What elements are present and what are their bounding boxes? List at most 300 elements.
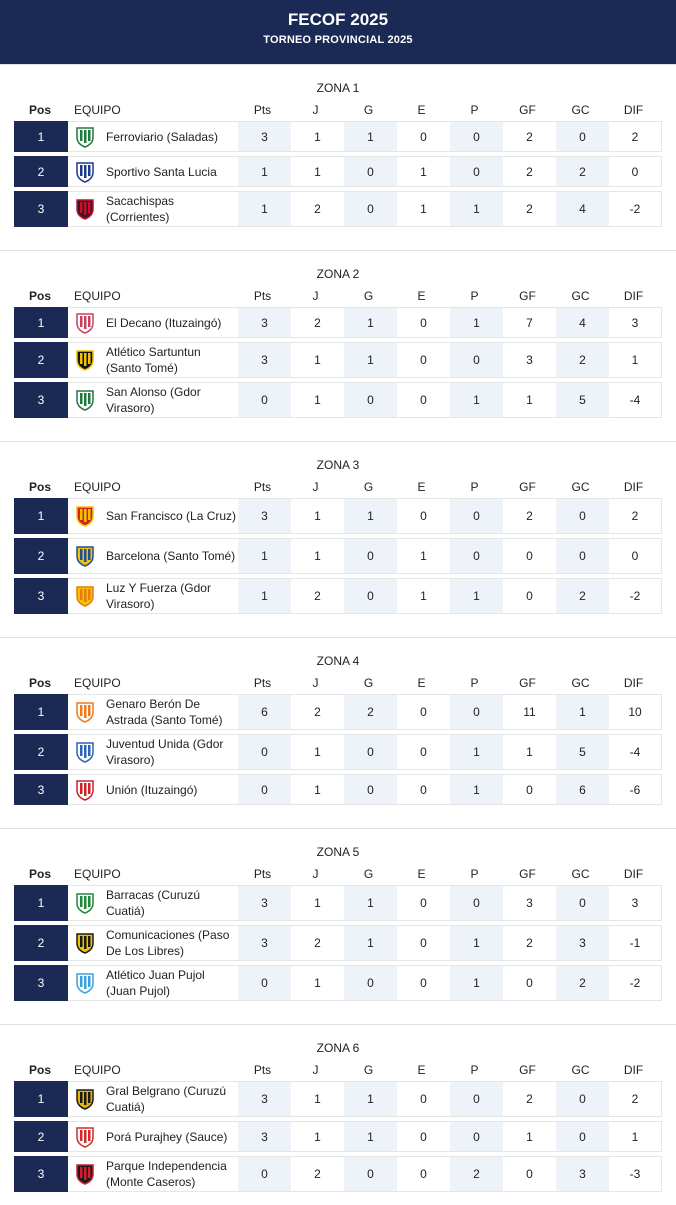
stat-gf: 1: [503, 734, 556, 770]
stat-pts: 0: [238, 774, 291, 805]
zone-section: [0, 1024, 676, 1205]
header-g: G: [363, 480, 374, 494]
header-team: EQUIPO: [74, 103, 121, 117]
orange-crest-icon: [74, 701, 96, 723]
stat-g: 1: [344, 498, 397, 534]
team-name: Luz Y Fuerza (Gdor Virasoro): [106, 581, 211, 611]
position-badge: 1: [14, 121, 68, 152]
header-gc: GC: [571, 1063, 590, 1077]
stat-gf: 2: [503, 498, 556, 534]
header-dif: DIF: [623, 103, 644, 117]
stat-pts: 0: [238, 965, 291, 1001]
stat-pts: 0: [238, 734, 291, 770]
stat-g: 1: [344, 121, 397, 152]
stat-pts: 3: [238, 121, 291, 152]
table-row[interactable]: [14, 342, 662, 378]
black-yellow-crest-icon: [74, 1088, 96, 1110]
table-row[interactable]: [14, 774, 662, 805]
stat-j: 1: [291, 885, 344, 921]
stat-gc: 5: [556, 734, 609, 770]
lightblue-white-striped-crest-icon: [74, 972, 96, 994]
stat-dif: 1: [609, 342, 662, 378]
table-row[interactable]: [14, 885, 662, 921]
blue-white-striped-crest-icon: [74, 161, 96, 183]
stat-dif: 2: [609, 121, 662, 152]
team-cell: [68, 965, 238, 1001]
stat-e: 0: [397, 885, 450, 921]
stat-dif: 2: [609, 498, 662, 534]
header-pts: Pts: [253, 676, 272, 690]
stat-gf: 1: [503, 1121, 556, 1152]
stat-j: 2: [291, 578, 344, 614]
stat-j: 1: [291, 538, 344, 574]
stat-gc: 3: [556, 1156, 609, 1192]
header-gf: GF: [519, 867, 536, 881]
stat-p: 2: [450, 1156, 503, 1192]
header-e: E: [417, 1063, 426, 1077]
stat-gc: 4: [556, 307, 609, 338]
zone-title: ZONA 6: [316, 1041, 360, 1055]
position-badge: 3: [14, 191, 68, 227]
stat-g: 0: [344, 578, 397, 614]
blue-yellow-crest-icon: [74, 545, 96, 567]
stat-pts: 6: [238, 694, 291, 730]
header-gf: GF: [519, 1063, 536, 1077]
table-header-row: [0, 99, 676, 121]
header-pos: Pos: [28, 1063, 51, 1077]
stat-gf: 7: [503, 307, 556, 338]
header-gf: GF: [519, 103, 536, 117]
team-name: Atlético Juan Pujol (Juan Pujol): [106, 968, 205, 998]
stat-gc: 5: [556, 382, 609, 418]
stat-e: 0: [397, 774, 450, 805]
table-header-row: [0, 476, 676, 498]
table-row[interactable]: [14, 925, 662, 961]
header-pos: Pos: [28, 289, 51, 303]
stat-g: 2: [344, 694, 397, 730]
header-team: EQUIPO: [74, 676, 121, 690]
stat-gc: 2: [556, 342, 609, 378]
zone-section: [0, 637, 676, 828]
stat-g: 0: [344, 774, 397, 805]
stat-j: 1: [291, 1121, 344, 1152]
position-badge: 2: [14, 538, 68, 574]
header-team: EQUIPO: [74, 1063, 121, 1077]
header-g: G: [363, 676, 374, 690]
header-j: J: [312, 480, 319, 494]
header-e: E: [417, 676, 426, 690]
stat-gc: 2: [556, 965, 609, 1001]
stat-gf: 2: [503, 191, 556, 227]
stat-gf: 2: [503, 156, 556, 187]
stat-p: 0: [450, 342, 503, 378]
stat-gc: 0: [556, 498, 609, 534]
header-gc: GC: [571, 289, 590, 303]
stat-g: 0: [344, 156, 397, 187]
team-name: Sacachispas (Corrientes): [106, 194, 175, 224]
stat-pts: 3: [238, 925, 291, 961]
stat-g: 0: [344, 538, 397, 574]
stat-e: 0: [397, 925, 450, 961]
header-team: EQUIPO: [74, 289, 121, 303]
stat-gf: 0: [503, 538, 556, 574]
stat-dif: 2: [609, 1081, 662, 1117]
stat-gc: 0: [556, 1121, 609, 1152]
header-j: J: [312, 289, 319, 303]
position-badge: 2: [14, 342, 68, 378]
header-gf: GF: [519, 480, 536, 494]
stat-dif: -4: [609, 734, 662, 770]
stat-pts: 3: [238, 307, 291, 338]
table-row[interactable]: [14, 156, 662, 187]
stat-p: 0: [450, 694, 503, 730]
stat-e: 1: [397, 538, 450, 574]
header-j: J: [312, 1063, 319, 1077]
header-gf: GF: [519, 289, 536, 303]
table-row[interactable]: [14, 1081, 662, 1117]
stat-p: 1: [450, 382, 503, 418]
stat-g: 1: [344, 1121, 397, 1152]
stat-g: 0: [344, 382, 397, 418]
stat-gf: 3: [503, 885, 556, 921]
stat-gc: 2: [556, 578, 609, 614]
header-p: P: [470, 103, 479, 117]
team-cell: [68, 191, 238, 227]
stat-pts: 1: [238, 578, 291, 614]
table-row[interactable]: [14, 191, 662, 227]
zone-section: [0, 441, 676, 637]
stat-p: 0: [450, 156, 503, 187]
position-badge: 2: [14, 1121, 68, 1152]
stat-e: 0: [397, 734, 450, 770]
stat-j: 1: [291, 156, 344, 187]
team-name: Genaro Berón De Astrada (Santo Tomé): [106, 697, 223, 727]
header-pos: Pos: [28, 103, 51, 117]
header-dif: DIF: [623, 867, 644, 881]
team-name: Comunicaciones (Paso De Los Libres): [106, 928, 230, 958]
stat-e: 0: [397, 342, 450, 378]
yellow-black-striped-crest-icon: [74, 349, 96, 371]
stat-gc: 6: [556, 774, 609, 805]
stat-dif: -2: [609, 965, 662, 1001]
header-pts: Pts: [253, 867, 272, 881]
table-row[interactable]: [14, 382, 662, 418]
team-cell: [68, 498, 238, 534]
stat-gf: 0: [503, 965, 556, 1001]
yellow-black-round-crest-icon: [74, 932, 96, 954]
table-row[interactable]: [14, 578, 662, 614]
stat-gc: 1: [556, 694, 609, 730]
page-header: [0, 0, 676, 64]
stat-j: 2: [291, 191, 344, 227]
header-pos: Pos: [28, 676, 51, 690]
stat-gf: 11: [503, 694, 556, 730]
zone-section: [0, 250, 676, 441]
header-pos: Pos: [28, 867, 51, 881]
stat-pts: 0: [238, 382, 291, 418]
page-subtitle: TORNEO PROVINCIAL 2025: [263, 34, 413, 46]
position-badge: 1: [14, 307, 68, 338]
zone-title: ZONA 1: [316, 81, 360, 95]
stat-p: 0: [450, 1081, 503, 1117]
position-badge: 1: [14, 498, 68, 534]
table-row[interactable]: [14, 1156, 662, 1192]
header-pts: Pts: [253, 480, 272, 494]
stat-dif: 1: [609, 1121, 662, 1152]
table-row[interactable]: [14, 965, 662, 1001]
team-name: Atlético Sartuntun (Santo Tomé): [106, 345, 201, 375]
header-p: P: [470, 1063, 479, 1077]
stat-pts: 0: [238, 1156, 291, 1192]
stat-j: 1: [291, 965, 344, 1001]
header-gc: GC: [571, 103, 590, 117]
table-row[interactable]: [14, 1121, 662, 1152]
red-black-crest-icon: [74, 198, 96, 220]
position-badge: 3: [14, 382, 68, 418]
team-name: Parque Independencia (Monte Caseros): [106, 1159, 227, 1189]
team-cell: [68, 925, 238, 961]
red-white-round-crest-icon: [74, 312, 96, 334]
stat-gc: 2: [556, 156, 609, 187]
stat-dif: 10: [609, 694, 662, 730]
table-header-row: [0, 1059, 676, 1081]
table-row[interactable]: [14, 498, 662, 534]
stat-p: 1: [450, 925, 503, 961]
stat-e: 0: [397, 1156, 450, 1192]
team-name: Sportivo Santa Lucia: [106, 164, 217, 179]
header-p: P: [470, 676, 479, 690]
header-j: J: [312, 867, 319, 881]
stat-pts: 3: [238, 1121, 291, 1152]
header-pts: Pts: [253, 1063, 272, 1077]
stat-gc: 0: [556, 1081, 609, 1117]
position-badge: 2: [14, 925, 68, 961]
team-cell: [68, 885, 238, 921]
table-row[interactable]: [14, 307, 662, 338]
stat-p: 0: [450, 538, 503, 574]
green-white-crest-icon: [74, 126, 96, 148]
stat-gf: 3: [503, 342, 556, 378]
stat-gc: 4: [556, 191, 609, 227]
header-dif: DIF: [623, 1063, 644, 1077]
team-cell: [68, 1081, 238, 1117]
stat-e: 0: [397, 965, 450, 1001]
header-gc: GC: [571, 480, 590, 494]
header-dif: DIF: [623, 676, 644, 690]
red-white-striped-crest-icon: [74, 779, 96, 801]
team-name: Barcelona (Santo Tomé): [106, 549, 236, 563]
team-name: Barracas (Curuzú Cuatiá): [106, 888, 201, 918]
stat-e: 0: [397, 1121, 450, 1152]
header-g: G: [363, 867, 374, 881]
header-e: E: [417, 867, 426, 881]
page-title: FECOF 2025: [287, 10, 389, 29]
stat-gf: 0: [503, 1156, 556, 1192]
stat-p: 1: [450, 774, 503, 805]
green-white-striped-crest-icon: [74, 892, 96, 914]
stat-g: 1: [344, 885, 397, 921]
header-pts: Pts: [253, 289, 272, 303]
stat-gc: 0: [556, 538, 609, 574]
stat-j: 1: [291, 1081, 344, 1117]
yellow-red-black-crest-icon: [74, 505, 96, 527]
header-dif: DIF: [623, 289, 644, 303]
zone-title: ZONA 2: [316, 267, 360, 281]
stat-gf: 1: [503, 382, 556, 418]
header-j: J: [312, 676, 319, 690]
stat-pts: 3: [238, 498, 291, 534]
stat-gc: 3: [556, 925, 609, 961]
stat-e: 0: [397, 1081, 450, 1117]
table-row[interactable]: [14, 538, 662, 574]
stat-pts: 3: [238, 885, 291, 921]
stat-p: 1: [450, 578, 503, 614]
green-white-crest-icon: [74, 389, 96, 411]
table-header-row: [0, 863, 676, 885]
stat-dif: -2: [609, 578, 662, 614]
stat-gf: 2: [503, 925, 556, 961]
stat-dif: -3: [609, 1156, 662, 1192]
stat-p: 0: [450, 1121, 503, 1152]
stat-pts: 1: [238, 191, 291, 227]
stat-g: 1: [344, 307, 397, 338]
position-badge: 1: [14, 1081, 68, 1117]
blue-white-square-crest-icon: [74, 741, 96, 763]
stat-gf: 0: [503, 774, 556, 805]
team-cell: [68, 774, 238, 805]
stat-g: 0: [344, 1156, 397, 1192]
stat-j: 1: [291, 342, 344, 378]
stat-p: 0: [450, 885, 503, 921]
header-dif: DIF: [623, 480, 644, 494]
header-team: EQUIPO: [74, 480, 121, 494]
team-name: El Decano (Ituzaingó): [106, 315, 222, 330]
stat-dif: -2: [609, 191, 662, 227]
stat-j: 2: [291, 694, 344, 730]
stat-j: 2: [291, 307, 344, 338]
stat-e: 0: [397, 498, 450, 534]
table-header-row: [0, 285, 676, 307]
stat-j: 1: [291, 382, 344, 418]
stat-j: 1: [291, 498, 344, 534]
stat-dif: 3: [609, 885, 662, 921]
position-badge: 3: [14, 965, 68, 1001]
header-e: E: [417, 103, 426, 117]
team-name: Unión (Ituzaingó): [106, 782, 198, 797]
stat-p: 1: [450, 191, 503, 227]
team-cell: [68, 307, 238, 338]
team-cell: [68, 156, 238, 187]
stat-p: 0: [450, 498, 503, 534]
team-cell: [68, 342, 238, 378]
team-name: San Alonso (Gdor Virasoro): [106, 385, 201, 415]
header-gc: GC: [571, 867, 590, 881]
team-cell: [68, 734, 238, 770]
stat-gf: 0: [503, 578, 556, 614]
stat-p: 1: [450, 307, 503, 338]
stat-gc: 0: [556, 121, 609, 152]
header-gf: GF: [519, 676, 536, 690]
stat-e: 1: [397, 578, 450, 614]
stat-pts: 1: [238, 156, 291, 187]
position-badge: 2: [14, 156, 68, 187]
header-pts: Pts: [253, 103, 272, 117]
team-name: Gral Belgrano (Curuzú Cuatiá): [106, 1084, 227, 1114]
header-g: G: [363, 1063, 374, 1077]
stat-dif: -1: [609, 925, 662, 961]
header-e: E: [417, 480, 426, 494]
stat-gf: 2: [503, 1081, 556, 1117]
zone-title: ZONA 4: [316, 654, 360, 668]
header-p: P: [470, 480, 479, 494]
stat-j: 1: [291, 121, 344, 152]
stat-gf: 2: [503, 121, 556, 152]
stat-pts: 3: [238, 1081, 291, 1117]
stat-e: 1: [397, 191, 450, 227]
header-team: EQUIPO: [74, 867, 121, 881]
table-row[interactable]: [14, 734, 662, 770]
team-name: Ferroviario (Saladas): [106, 129, 219, 144]
stat-g: 0: [344, 734, 397, 770]
team-cell: [68, 1156, 238, 1192]
zone-section: [0, 64, 676, 250]
stat-g: 1: [344, 1081, 397, 1117]
table-header-row: [0, 672, 676, 694]
stat-e: 0: [397, 307, 450, 338]
zone-section: [0, 828, 676, 1024]
stat-g: 1: [344, 342, 397, 378]
stat-e: 0: [397, 382, 450, 418]
zone-title: ZONA 3: [316, 458, 360, 472]
stat-dif: 3: [609, 307, 662, 338]
stat-dif: 0: [609, 156, 662, 187]
header-e: E: [417, 289, 426, 303]
stat-p: 1: [450, 965, 503, 1001]
stat-p: 0: [450, 121, 503, 152]
team-cell: [68, 382, 238, 418]
stat-pts: 1: [238, 538, 291, 574]
red-white-crest-icon: [74, 1126, 96, 1148]
header-g: G: [363, 289, 374, 303]
zone-title: ZONA 5: [316, 845, 360, 859]
table-row[interactable]: [14, 694, 662, 730]
stat-j: 1: [291, 734, 344, 770]
stat-pts: 3: [238, 342, 291, 378]
header-p: P: [470, 289, 479, 303]
stat-g: 0: [344, 965, 397, 1001]
header-gc: GC: [571, 676, 590, 690]
position-badge: 3: [14, 578, 68, 614]
header-pos: Pos: [28, 480, 51, 494]
stat-gc: 0: [556, 885, 609, 921]
position-badge: 2: [14, 734, 68, 770]
team-cell: [68, 578, 238, 614]
position-badge: 1: [14, 694, 68, 730]
red-black-shield-icon: [74, 1163, 96, 1185]
stat-dif: -6: [609, 774, 662, 805]
team-cell: [68, 121, 238, 152]
team-cell: [68, 1121, 238, 1152]
stat-dif: -4: [609, 382, 662, 418]
stat-g: 1: [344, 925, 397, 961]
position-badge: 1: [14, 885, 68, 921]
stat-p: 1: [450, 734, 503, 770]
stat-j: 2: [291, 925, 344, 961]
stat-j: 1: [291, 774, 344, 805]
stat-e: 0: [397, 121, 450, 152]
stat-dif: 0: [609, 538, 662, 574]
table-row[interactable]: [14, 121, 662, 152]
